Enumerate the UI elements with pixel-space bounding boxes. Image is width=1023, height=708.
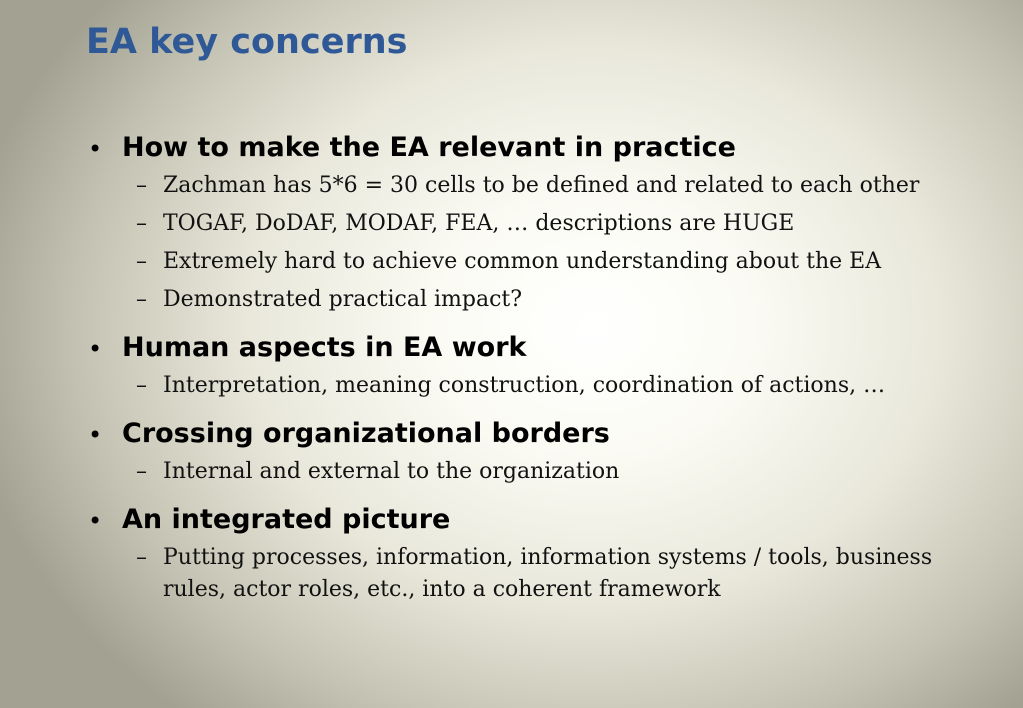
sub-bullet-text: Extremely hard to achieve common understanding about the EA: [163, 249, 882, 274]
sub-bullet-item: [122, 208, 946, 240]
sub-bullet-text: Internal and external to the organization: [163, 459, 620, 484]
dash-marker: –: [136, 249, 147, 274]
bullet-marker: •: [88, 135, 103, 163]
sub-bullet-text: Demonstrated practical impact?: [163, 287, 523, 312]
bullet-marker: •: [88, 507, 103, 535]
sub-bullet-text: Interpretation, meaning construction, coordination of actions, …: [163, 373, 886, 398]
bullet-marker: •: [88, 421, 103, 449]
sub-bullet-item: [122, 170, 946, 202]
sub-bullet-item: [122, 542, 946, 606]
dash-marker: –: [136, 211, 147, 236]
sub-bullet-list: [122, 542, 946, 606]
dash-marker: –: [136, 459, 147, 484]
sub-bullet-item: [122, 246, 946, 278]
bullet-marker: •: [88, 335, 103, 363]
slide-title: EA key concerns: [86, 22, 408, 62]
dash-marker: –: [136, 373, 147, 398]
dash-marker: –: [136, 287, 147, 312]
bullet-item: [86, 326, 946, 402]
sub-bullet-text: TOGAF, DoDAF, MODAF, FEA, … descriptions are HUGE: [163, 211, 795, 236]
sub-bullet-item: [122, 284, 946, 316]
bullet-text: Crossing organizational borders: [122, 418, 610, 449]
sub-bullet-list: [122, 170, 946, 316]
sub-bullet-item: [122, 456, 946, 488]
sub-bullet-list: [122, 370, 946, 402]
bullet-item: [86, 412, 946, 488]
dash-marker: –: [136, 545, 147, 570]
bullet-item: [86, 498, 946, 606]
bullet-text: How to make the EA relevant in practice: [122, 132, 736, 163]
bullet-list: [86, 126, 946, 616]
bullet-text: An integrated picture: [122, 504, 451, 535]
bullet-text: Human aspects in EA work: [122, 332, 527, 363]
sub-bullet-text: Putting processes, information, information systems / tools, business rules, actor roles, etc., into a coherent framework: [163, 545, 933, 602]
dash-marker: –: [136, 173, 147, 198]
sub-bullet-list: [122, 456, 946, 488]
bullet-item: [86, 126, 946, 316]
sub-bullet-item: [122, 370, 946, 402]
sub-bullet-text: Zachman has 5*6 = 30 cells to be defined and related to each other: [163, 173, 920, 198]
